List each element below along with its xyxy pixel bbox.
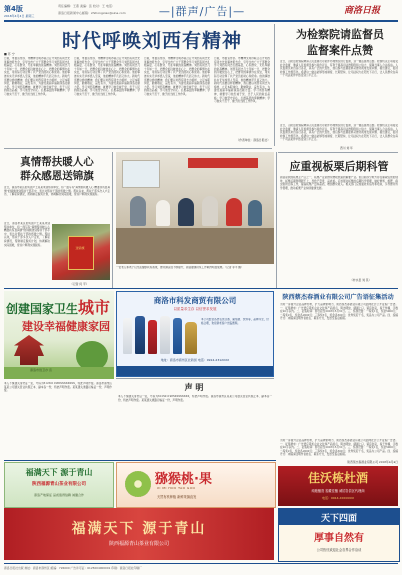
left-classified: 本人不慎遗失身份证一张，号码为6125011985XXXXXXXX，特此声明作废。商洛市商州区某某公司遗失营业执照正本、副本各一份，特此声明作废。某某遗失道路运输证一份，声明作废。 (4, 382, 112, 393)
divider-vertical-right-mid (276, 152, 277, 288)
footer-rule (4, 563, 398, 564)
photo-person-3 (178, 198, 194, 226)
section-name: 群声/广告 (175, 5, 229, 18)
main-byline: ■ 苏 宁 (4, 52, 15, 56)
poster-ground (4, 367, 114, 379)
main-headline: 时代呼唤刘西有精神 (61, 30, 242, 52)
announcement-body: 为进一步提升企业品牌形象，扩大品牌影响力，陕西蔡杰春酒业有限公司面向社会公开征集广告语。一、征集要求：广告语应紧扣企业文化和产品特点，简洁明快，朗朗上口，富有创意，易于传播，字数在20字以内。二、征集时间：即日起至2018年5月31日。三、奖项设置：一等奖1名，奖金5000元；二等奖2名，奖金各2000元；三等奖5名，奖金各500元；优秀奖若干名，奖品为公司产品。四、投稿方式：来稿请注明作者姓名、联系方式，发送至指定邮箱。 (280, 303, 398, 321)
right-article-title-2: 监督案件点赞 (307, 44, 373, 57)
photo-caption-credit: （记者 李平 摄） (224, 266, 244, 269)
tea-ad (4, 462, 114, 508)
divider-statement (116, 378, 274, 379)
liquor-ad-company: 商洛市科发商贸有限公司 (153, 296, 237, 305)
tea-ad-note: 商洛产地保证 品质值得信赖 诚邀合作 (34, 493, 84, 497)
photo-person-6 (248, 200, 262, 226)
main-article-col3: 日前，市委宣传部、市精神文明办联合召开刘西有同志先进事迹报告会，引导全市广大干部群众学习刘西有同志扎根基层、心系群众、无私奉献的崇高精神。刘西有同志几十年如一日，把群众的冷暖放在心上，把群众的事情办在实处，用实际行动诠释了共产党员的初心和使命。他的事迹朴实无华却感人至深，他的精神平凡而又伟大。新时代需要这样的精神，我们要以刘西有同志为榜样，立足本职岗位，勤勉敬业，奋发有为，为建设美丽幸福新商洛贡献力量。学习刘西有精神，就要学习他忠诚于党、忠于人民的政治品格；学习他坚守初心、扎根基层的奉献精神；学习他实干苦干、敢于担当的工作作风。 (144, 57, 210, 96)
liquor-ad-slogan: 以质量求生存 以信誉求发展 (173, 307, 217, 311)
main-article-col1: 日前，市委宣传部、市精神文明办联合召开刘西有同志先进事迹报告会，引导全市广大干部群众学习刘西有同志扎根基层、心系群众、无私奉献的崇高精神。刘西有同志几十年如一日，把群众的冷暖放在心上，把群众的事情办在实处，用实际行动诠释了共产党员的初心和使命。他的事迹朴实无华却感人至深，他的精神平凡而又伟大。新时代需要这样的精神，我们要以刘西有同志为榜样，立足本职岗位，勤勉敬业，奋发有为，为建设美丽幸福新商洛贡献力量。学习刘西有精神，就要学习他忠诚于党、忠于人民的政治品格；学习他坚守初心、扎根基层的奉献精神；学习他实干苦干、敢于担当的工作作风。 (4, 57, 70, 96)
right-article2-body: 商洛是我国板栗主产区之一，板栗产业是群众增收致富的重要产业。但目前部分地方存在重栽轻管的现象，板栗后期管理跟不上，导致产量低、品质差。应加强对板栗的后期科学管理，做好修剪、施肥、病虫害防治等工作，提高板栗产量和品质，增加群众收入。相关部门应加强技术指导和培训，引导群众科学管理，推动板栗产业持续健康发展。 (280, 176, 398, 190)
announcement-footer: 陕西蔡杰春酒业有限公司 2018年4月4日 (347, 460, 398, 464)
kiwi-ad (116, 462, 276, 508)
left-article-body: 近日，商洛市某区的贫困户王某某来到帮扶单位，将一面写有"真情帮扶暖人心 精准扶贫显真情"的锦旗送到帮扶干部手中，表达对帮扶干部的感激之情。帮扶以来，帮扶干部多次入户走访，了解家庭情况，帮助制定脱贫计划，协调解决实际困难，使该户顺利实现脱贫。 (4, 186, 110, 197)
divider-right-1 (278, 152, 398, 153)
left-article-author: （记者 何 平） (70, 282, 89, 286)
divider-ads-top (4, 288, 398, 289)
divider-ads-bottom (4, 460, 276, 461)
statement-title: 声 明 (184, 383, 204, 392)
photo-person-5 (226, 198, 242, 226)
jiu-ad (278, 466, 398, 506)
kiwi-ad-text: 天然有机种植 新鲜采摘直发 (157, 495, 197, 499)
issue-date: 2018年4月4日 星期三 (4, 14, 35, 18)
editor-info: 责任编辑：王燕 美编：张 校对：王 电话： (58, 4, 115, 8)
left-article-title-2: 群众感恩送锦旗 (20, 170, 94, 182)
liquor-ad-body: 本公司经营各类名优白酒、葡萄酒、饮料等，品种齐全，价格合理，欢迎新老客户光临惠顾。 (201, 318, 269, 325)
corner-ad (278, 508, 400, 562)
center-photo-caption (116, 266, 274, 280)
left-article-body-narrow: 近日，商洛市某区的贫困户王某某来到帮扶单位，将一面写有"真情帮扶暖人心 精准扶贫显真情"的锦旗送到帮扶干部手中，表达对帮扶干部的感激之情。帮扶以来，帮扶干部多次入户走访，了解家庭情况，帮助制定脱贫计划，协调解决实际困难，使该户顺利实现脱贫。 (4, 222, 50, 247)
liquor-ad-contact: 地址：商洛市商州区北新街 电话：0914-2312XXX (160, 358, 230, 362)
banner-photo (52, 224, 110, 280)
kiwi-ad-brand: 猕猴桃·果 (155, 472, 212, 487)
footer-text: 商洛日报社出版 地址：商洛市商州区 邮编：726000 广告许可证：6125004000001 印刷：商洛日报社印刷厂 (4, 566, 143, 570)
divider-horizontal-1 (4, 148, 272, 149)
photo-person-1 (130, 196, 146, 226)
tea-ad-company: 陕西福源青山茶业有限公司 (32, 482, 86, 487)
tea-ad-slogan: 福满天下 源于青山 (25, 468, 93, 477)
main-article-col2: 日前，市委宣传部、市精神文明办联合召开刘西有同志先进事迹报告会，引导全市广大干部群众学习刘西有同志扎根基层、心系群众、无私奉献的崇高精神。刘西有同志几十年如一日，把群众的冷暖放在心上，把群众的事情办在实处，用实际行动诠释了共产党员的初心和使命。他的事迹朴实无华却感人至深，他的精神平凡而又伟大。新时代需要这样的精神，我们要以刘西有同志为榜样，立足本职岗位，勤勉敬业，奋发有为，为建设美丽幸福新商洛贡献力量。学习刘西有精神，就要学习他忠诚于党、忠于人民的政治品格；学习他坚守初心、扎根基层的奉献精神；学习他实干苦干、敢于担当的工作作风。 (74, 57, 140, 96)
poster-line1b: 城市 (78, 298, 111, 317)
jiu-ad-body: 纯粮酿造 窖藏佳酿 诚招各县区代理商 (311, 489, 365, 493)
section-title: —|群声/广告|— (158, 5, 246, 18)
divider-vertical-top (274, 24, 275, 146)
divider-vertical-left (112, 152, 113, 288)
right-article2-author: （柞水县 刘 民） (350, 278, 372, 282)
right-article-title-1: 为检察院请监督员 (296, 28, 384, 41)
jiu-ad-title: 佳沃栋杜酒 (307, 471, 368, 485)
photo-red-banner (188, 158, 258, 168)
photo-table (116, 228, 274, 264)
photo-person-4 (202, 196, 218, 226)
kiwi-ad-sub: XI MI HOU TAO GUO (157, 486, 196, 490)
poster-footer: 商洛市创卫办 宣 (30, 368, 52, 372)
photo-caption-text: 一位老人和孩子们交流健康扶贫政策，群众满意度不断提升，商洛健康扶贫工作取得明显成效。 (116, 266, 225, 269)
jiu-ad-contact: 电话：0914-XXXXXXX (321, 496, 355, 500)
page-number: 第4版 (4, 5, 23, 13)
bottom-strip-slogan: 福满天下 源于青山 (71, 521, 207, 537)
right-article2-title: 应重视板栗后期科管 (289, 160, 389, 173)
editor-email: 商洛日报新闻中心邮箱：zhihongxiao@sina.com (58, 11, 126, 15)
bottom-strip-company: 陕西福源青山茶业有限公司 (108, 541, 169, 547)
section-title-text: —| (158, 5, 176, 18)
photo-flag-text: 送锦旗 (75, 246, 85, 250)
center-photo (116, 152, 274, 264)
photo-flag (68, 236, 94, 270)
corner-ad-text: 公司热忱欢迎社会各界合作洽谈 (316, 548, 362, 552)
corner-ad-title2: 厚事自然有 (314, 533, 364, 544)
corner-ad-title: 天下四面 (320, 514, 357, 524)
photo-window (122, 160, 160, 188)
main-author: （作者单位：商洛日报社） (236, 138, 270, 142)
poster-pagoda (14, 335, 44, 365)
paper-logo: 商洛日报 (344, 6, 381, 16)
poster-headline-2: 建设幸福健康家园 (22, 320, 110, 333)
statement-body: 本人不慎遗失身份证一张，号码为6125011985XXXXXXXX，特此声明作废。商洛市商州区某某公司遗失营业执照正本、副本各一份，特此声明作废。某某遗失道路运输证一份，声明作废。 (118, 395, 272, 402)
poster-headline-1 (6, 295, 276, 318)
announcement-title: 陕西蔡杰春酒业有限公司广告语征集活动 (282, 294, 394, 301)
left-article-title-1: 真情帮扶暖人心 (20, 156, 94, 168)
masthead-rule (4, 20, 398, 22)
right-article-author: 西川 刘 年 (340, 146, 353, 150)
announcement-body-cont: 为进一步提升企业品牌形象，扩大品牌影响力，陕西蔡杰春酒业有限公司面向社会公开征集广告语。一、征集要求：广告语应紧扣企业文化和产品特点，简洁明快，朗朗上口，富有创意，易于传播，字数在20字以内。二、征集时间：即日起至2018年5月31日。三、奖项设置：一等奖1名，奖金5000元；二等奖2名，奖金各2000元；三等奖5名，奖金各500元；优秀奖若干名，奖品为公司产品。四、投稿方式：来稿请注明作者姓名、联系方式，发送至指定邮箱。 (280, 439, 398, 457)
right-article-body-cont: 近日，山阳县检察院聘请人民监督员对案件办理情况进行监督，这一做法值得点赞。检察机关主动接受社会监督，邀请人民监督员参与案件评议，有利于提高司法透明度和公信力，保障当事人合法权益。人民监督员来自各行各业，具有广泛的代表性，他们参与监督能够从群众视角发现问题、提出建议，促进检察工作规范化。希望这一做法能够形成制度、长期坚持，让司法权力在阳光下运行，让人民群众在每一个司法案件中感受到公平正义。 (280, 124, 398, 142)
right-article-body: 近日，山阳县检察院聘请人民监督员对案件办理情况进行监督，这一做法值得点赞。检察机关主动接受社会监督，邀请人民监督员参与案件评议，有利于提高司法透明度和公信力，保障当事人合法权益。人民监督员来自各行各业，具有广泛的代表性，他们参与监督能够从群众视角发现问题、提出建议，促进检察工作规范化。希望这一做法能够形成制度、长期坚持，让司法权力在阳光下运行，让人民群众在每一个司法案件中感受到公平正义。 (280, 60, 398, 78)
photo-person-2 (156, 200, 170, 226)
poster-line1a: 创建国家卫生 (6, 302, 79, 316)
main-article-col4: 日前，市委宣传部、市精神文明办联合召开刘西有同志先进事迹报告会，引导全市广大干部群众学习刘西有同志扎根基层、心系群众、无私奉献的崇高精神。刘西有同志几十年如一日，把群众的冷暖放在心上，把群众的事情办在实处，用实际行动诠释了共产党员的初心和使命。他的事迹朴实无华却感人至深，他的精神平凡而又伟大。新时代需要这样的精神，我们要以刘西有同志为榜样，立足本职岗位，勤勉敬业，奋发有为，为建设美丽幸福新商洛贡献力量。学习刘西有精神，就要学习他忠诚于党、忠于人民的政治品格；学习他坚守初心、扎根基层的奉献精神；学习他实干苦干、敢于担当的工作作风。 (214, 57, 270, 104)
kiwi-fruit-icon (125, 471, 151, 497)
bottom-red-strip (4, 508, 274, 560)
